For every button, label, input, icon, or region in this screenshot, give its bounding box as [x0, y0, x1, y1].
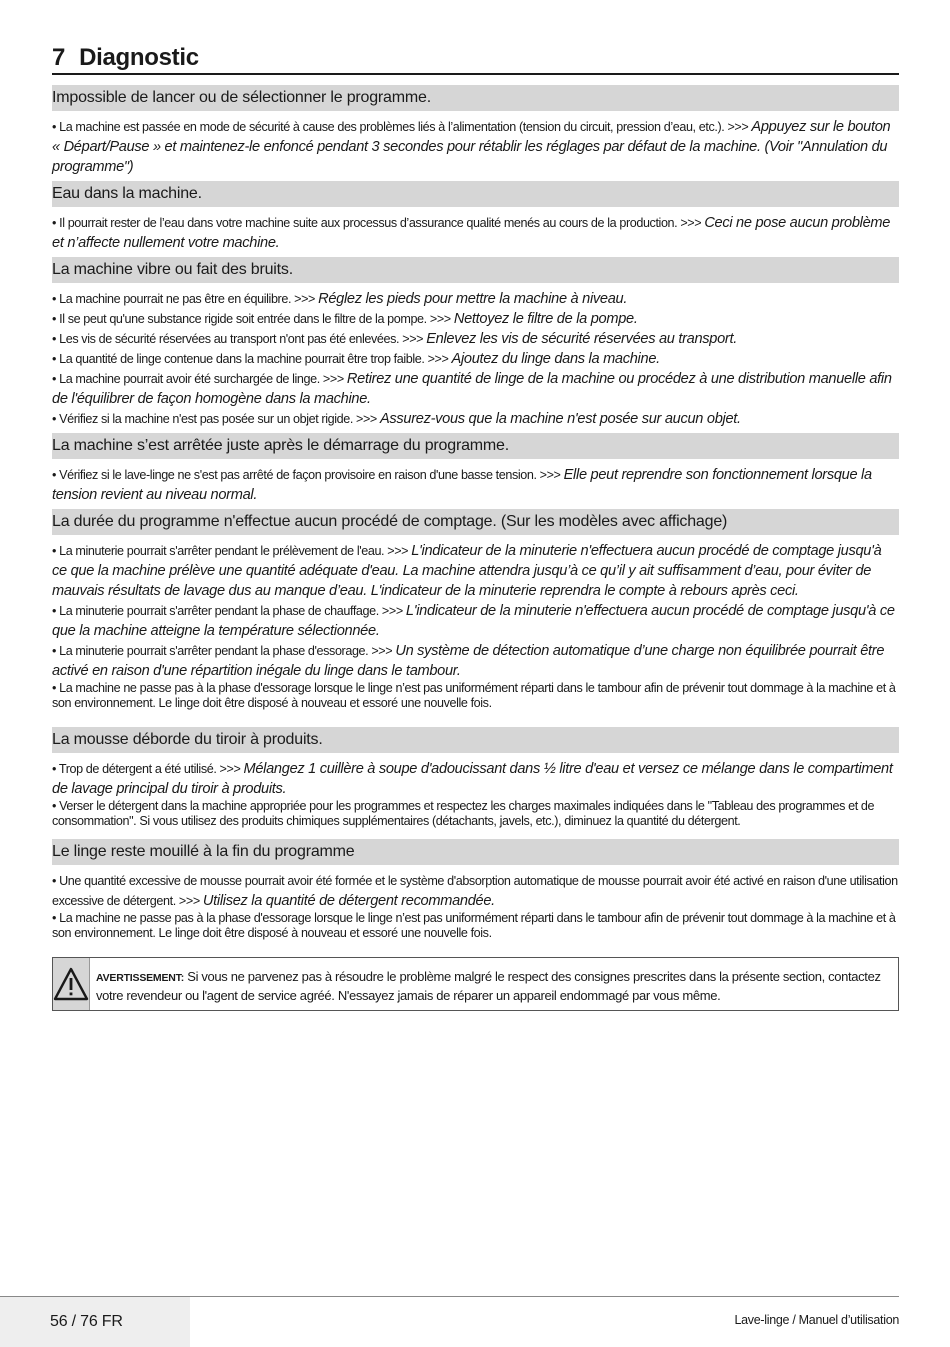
list-item: [52, 213, 899, 253]
solution-text: Un système de détection automatique d’une charge non équilibrée pourrait être activé en raison d'une répartition inégale du linge dans le tambour.: [52, 643, 885, 679]
section-title: Eau dans la machine.: [52, 181, 899, 207]
solution-text: L'indicateur de la minuterie n'effectuera aucun procédé de comptage jusqu'à ce que la machine atteigne la température sélectionnée.: [52, 603, 895, 639]
problem-text: • Il pourrait rester de l’eau dans votre machine suite aux processus d’assurance qualité menés au cours de la production. >>>: [52, 216, 705, 230]
list-item: [52, 117, 899, 177]
list-item: [52, 409, 899, 429]
problem-text: • La minuterie pourrait s'arrêter pendant le prélèvement de l'eau. >>>: [52, 544, 412, 558]
solution-text: Appuyez sur le bouton « Départ/Pause » et maintenez-le enfoncé pendant 3 secondes pour rétablir les réglages par défaut de la machine. (Voir "Annulation du programme"): [52, 119, 891, 175]
list-item: • Verser le détergent dans la machine appropriée pour les programmes et respectez les charges maximales indiquées dans le "Tableau des programmes et de consommation". Si vous utilisez des produits chimiques supplémentaires (détachants, javels, etc.), diminuez la quantité du détergent.: [52, 799, 875, 828]
solution-text: Réglez les pieds pour mettre la machine à niveau.: [318, 291, 628, 307]
warning-label: AVERTISSEMENT:: [96, 972, 185, 984]
section-timer-not-counting: [52, 509, 899, 711]
warning-message: Si vous ne parvenez pas à résoudre le problème malgré le respect des consignes prescrites dans la présente section, contactez votre revendeur ou l'agent de service agréé. N'essayez jamais de réparer un appareil endommagé par vous même.: [96, 969, 881, 1003]
chapter-title: Diagnostic: [79, 44, 199, 71]
solution-text: Utilisez la quantité de détergent recommandée.: [202, 893, 495, 909]
warning-text: [90, 958, 898, 1010]
section-title: Impossible de lancer ou de sélectionner le programme.: [52, 85, 899, 111]
list-item: [52, 541, 899, 601]
section-title: La mousse déborde du tiroir à produits.: [52, 727, 899, 753]
problem-text: • Il se peut qu'une substance rigide soit entrée dans le filtre de la pompe. >>>: [52, 312, 454, 326]
section-title: La machine s’est arrêtée juste après le démarrage du programme.: [52, 433, 899, 459]
list-item: [52, 601, 899, 641]
solution-text: Ajoutez du linge dans la machine.: [451, 351, 660, 367]
problem-text: • Une quantité excessive de mousse pourrait avoir été formée et le système d'absorption automatique de mousse pourrait avoir été activé en raison d'une utilisation excessive de détergent. >>>: [52, 874, 898, 908]
section-vibration-noise: [52, 257, 899, 429]
list-item: [52, 465, 899, 505]
list-item: [52, 289, 899, 309]
solution-text: Elle peut reprendre son fonctionnement lorsque la tension revient au niveau normal.: [52, 467, 872, 503]
problem-text: • Les vis de sécurité réservées au transport n'ont pas été enlevées. >>>: [52, 332, 427, 346]
solution-text: Retirez une quantité de linge de la machine ou procédez à une distribution manuelle afin de l'équilibrer de façon homogène dans la machine.: [52, 371, 892, 407]
solution-text: Mélangez 1 cuillère à soupe d'adoucissant dans ½ litre d'eau et versez ce mélange dans le compartiment de lavage principal du tiroir à produits.: [52, 761, 893, 797]
section-title: Le linge reste mouillé à la fin du programme: [52, 839, 899, 865]
list-item: [52, 871, 899, 911]
solution-text: Assurez-vous que la machine n'est posée sur aucun objet.: [380, 411, 741, 427]
problem-text: • La minuterie pourrait s'arrêter pendant la phase de chauffage. >>>: [52, 604, 406, 618]
solution-text: Nettoyez le filtre de la pompe.: [453, 311, 638, 327]
list-item: [52, 329, 899, 349]
section-title: La durée du programme n'effectue aucun procédé de comptage. (Sur les modèles avec affichage): [52, 509, 899, 535]
warning-box: [52, 957, 899, 1011]
spacer: [52, 715, 899, 727]
diagnostic-page: [52, 44, 899, 1011]
chapter-number: 7: [52, 44, 66, 71]
section-laundry-wet: [52, 839, 899, 941]
warning-triangle-icon: [53, 967, 89, 1001]
section-water-in-machine: [52, 181, 899, 253]
list-item: [52, 309, 899, 329]
list-item: • La machine ne passe pas à la phase d'essorage lorsque le linge n’est pas uniformément réparti dans le tambour afin de prévenir tout dommage à la machine et à son environnement. Le linge doit être disposé à nouveau et essoré une nouvelle fois.: [52, 681, 896, 710]
page-number: 56 / 76 FR: [0, 1297, 190, 1347]
document-title: Lave-linge / Manuel d’utilisation: [734, 1313, 899, 1327]
problem-text: • Trop de détergent a été utilisé. >>>: [52, 762, 244, 776]
section-stopped-after-start: [52, 433, 899, 505]
problem-text: • La machine est passée en mode de sécurité à cause des problèmes liés à l’alimentation (tension du circuit, pression d’eau, etc.). >>>: [52, 120, 752, 134]
solution-text: L'indicateur de la minuterie n'effectuera aucun procédé de comptage jusqu'à ce que la machine prélève une quantité adéquate d'eau. La machine attendra jusqu’à ce qu’il y ait suffisamment d’eau, pour éviter de mauvais résultats de lavage dus au manque d’eau. L'indicateur de la minuterie reprendra le compte à rebours après ceci.: [52, 543, 882, 599]
list-item: • La machine ne passe pas à la phase d'essorage lorsque le linge n’est pas uniformément réparti dans le tambour afin de prévenir tout dommage à la machine et à son environnement. Le linge doit être disposé à nouveau et essoré une nouvelle fois.: [52, 911, 896, 940]
solution-text: Ceci ne pose aucun problème et n’affecte nullement votre machine.: [52, 215, 891, 251]
solution-text: Enlevez les vis de sécurité réservées au transport.: [426, 331, 737, 347]
section-program-start: [52, 85, 899, 177]
list-item: [52, 759, 899, 799]
problem-text: • Vérifiez si la machine n'est pas posée sur un objet rigide. >>>: [52, 412, 380, 426]
problem-text: • La quantité de linge contenue dans la machine pourrait être trop faible. >>>: [52, 352, 452, 366]
list-item: [52, 349, 899, 369]
list-item: [52, 369, 899, 409]
chapter-heading: [52, 44, 899, 75]
problem-text: • La machine pourrait avoir été surchargée de linge. >>>: [52, 372, 347, 386]
section-title: La machine vibre ou fait des bruits.: [52, 257, 899, 283]
list-item: [52, 641, 899, 681]
problem-text: • La machine pourrait ne pas être en équilibre. >>>: [52, 292, 319, 306]
warning-icon-container: [53, 958, 90, 1010]
problem-text: • Vérifiez si le lave-linge ne s'est pas arrêté de façon provisoire en raison d'une basse tension. >>>: [52, 468, 564, 482]
section-foam-overflow: [52, 727, 899, 829]
problem-text: • La minuterie pourrait s'arrêter pendant la phase d'essorage. >>>: [52, 644, 396, 658]
